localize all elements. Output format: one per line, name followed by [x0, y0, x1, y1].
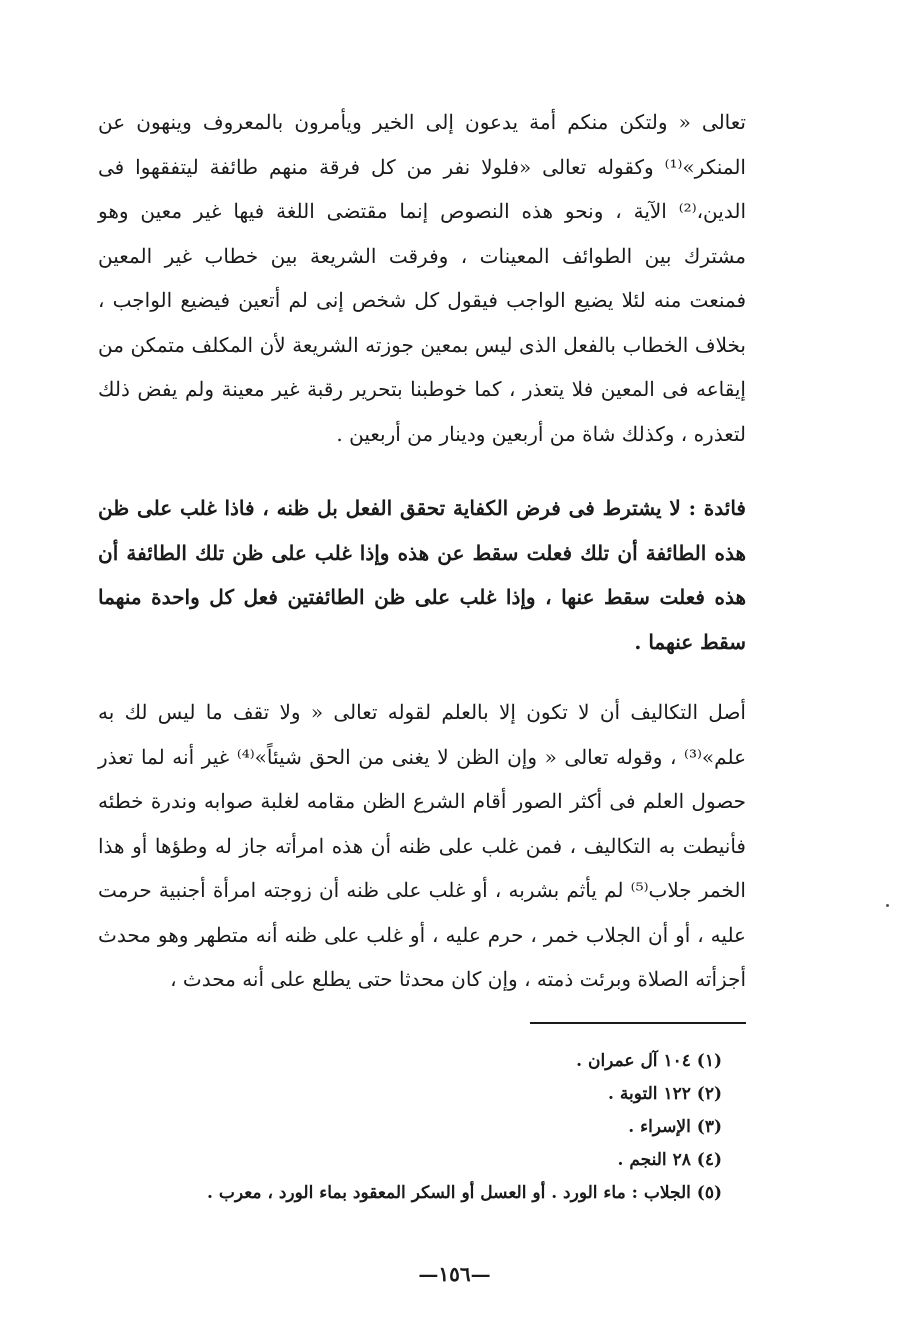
- footnote-divider: [530, 1022, 746, 1024]
- paragraph-3: أصل التكاليف أن لا تكون إلا بالعلم لقوله تعالى « ولا تقف ما ليس لك به علم»⁽³⁾ ، وقوله تعالى « وإن الظن لا يغنى من الحق شيئاً»⁽⁴⁾ غير أنه لما تعذر حصول العلم فى أكثر الصور أقام الشرع الظن مقامه لغلبة صوابه وندرة خطئه فأنيطت به التكاليف ، فمن غلب على ظنه أن هذه امرأته جاز له وطؤها أو هذا الخمر جلاب⁽⁵⁾ لم يأثم بشربه ، أو غلب على ظنه أن زوجته امرأة أجنبية حرمت عليه ، أو أن الجلاب خمر ، حرم عليه ، أو غلب على ظنه أنه متطهر وهو محدث أجزأته الصلاة وبرئت ذمته ، وإن كان محدثا حتى يطلع على أنه محدث ،: [98, 700, 746, 991]
- paragraph-2-faida: فائدة : لا يشترط فى فرض الكفاية تحقق الفعل بل ظنه ، فاذا غلب على ظن هذه الطائفة أن تلك فعلت سقط عن هذه وإذا غلب على ظن تلك الطائفة أن هذه فعلت سقط عنها ، وإذا غلب على ظن الطائفتين فعل كل واحدة منهما سقط عنهما .: [98, 496, 746, 654]
- footnotes-list: [160, 1045, 722, 1210]
- footnote-4: (٤) ٢٨ النجم .: [617, 1150, 722, 1170]
- footnote-3: (٣) الإسراء .: [628, 1117, 722, 1137]
- footnote-5: (٥) الجلاب : ماء الورد . أو العسل أو السكر المعقود بماء الورد ، معرب .: [207, 1183, 722, 1203]
- footnote-2: (٢) ١٢٢ التوبة .: [608, 1084, 722, 1104]
- page-number: —١٥٦—: [418, 1262, 491, 1286]
- paragraph-1: تعالى « ولتكن منكم أمة يدعون إلى الخير ويأمرون بالمعروف وينهون عن المنكر»⁽¹⁾ وكقوله تعالى «فلولا نفر من كل فرقة منهم طائفة ليتفقهوا فى الدين،⁽²⁾ الآية ، ونحو هذه النصوص إنما مقتضى اللغة فيها غير معين وهو مشترك بين الطوائف المعينات ، وفرقت الشريعة بين خطاب غير المعين فمنعت منه لئلا يضيع الواجب فيقول كل شخص إنى لم أتعين فيضيع الواجب ، بخلاف الخطاب بالفعل الذى ليس بمعين جوزته الشريعة لأن المكلف متمكن من إيقاعه فى المعين فلا يتعذر ، كما خوطبنا بتحرير رقبة غير معينة ولم يفض ذلك لتعذره ، وكذلك شاة من أربعين ودينار من أربعين .: [98, 110, 746, 446]
- page-body: [98, 100, 746, 1002]
- scan-speck: [886, 904, 889, 907]
- footnote-1: (١) ١٠٤ آل عمران .: [576, 1051, 722, 1071]
